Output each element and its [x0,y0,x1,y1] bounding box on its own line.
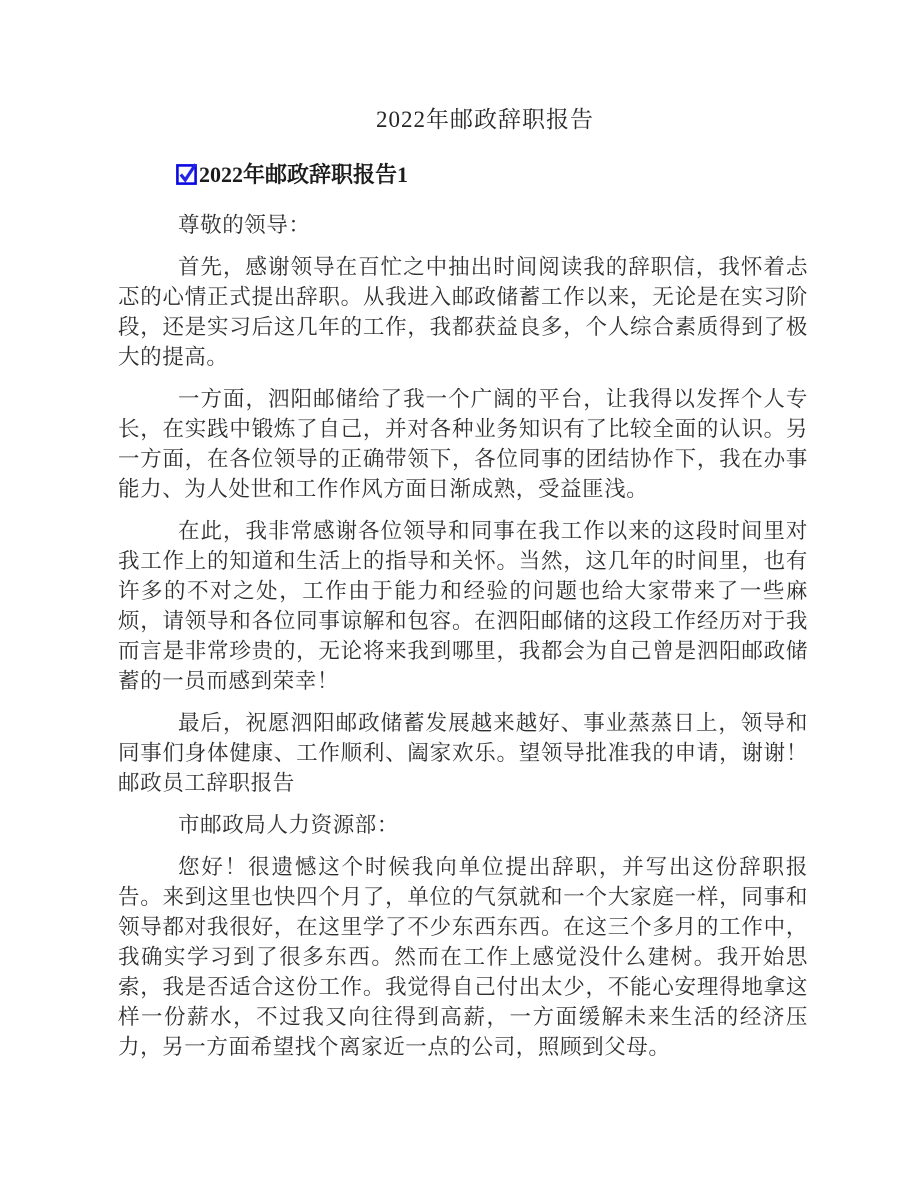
paragraph-5: 市邮政局人力资源部： [178,813,400,837]
paragraph-1: 首先，感谢领导在百忙之中抽出时间阅读我的辞职信，我怀着忐忑的心情正式提出辞职。从我进入邮政储蓄工作以来，无论是在实习阶段，还是实习后这几年的工作，我都获益良多，个人综合素质得到了极大的提高。 [118,255,808,369]
paragraph-6: 您好！很遗憾这个时候我向单位提出辞职，并写出这份辞职报告。来到这里也快四个月了，单位的气氛就和一个大家庭一样，同事和领导都对我很好，在这里学了不少东西东西。在这三个多月的工作中，我确实学习到了很多东西。然而在工作上感觉没什么建树。我开始思索，我是否适合这份工作。我觉得自己付出太少，不能心安理得地拿这样一份薪水，不过我又向往得到高薪，一方面缓解未来生活的经济压力，另一方面希望找个离家近一点的公司，照顾到父母。 [118,855,808,1059]
section-heading-text: 2022年邮政辞职报告1 [199,162,409,187]
document-title: 2022年邮政辞职报告 [376,107,594,132]
paragraph-2: 一方面，泗阳邮储给了我一个广阔的平台，让我得以发挥个人专长，在实践中锻炼了自己，并对各种业务知识有了比较全面的认识。另一方面，在各位领导的正确带领下，各位同事的团结协作下，我在办事能力、为人处世和工作作风方面日渐成熟，受益匪浅。 [118,387,808,501]
paragraph-4: 最后，祝愿泗阳邮政储蓄发展越来越好、事业蒸蒸日上，领导和同事们身体健康、工作顺利、阖家欢乐。望领导批准我的申请，谢谢！邮政员工辞职报告 [118,711,808,795]
section-heading [118,160,808,190]
salutation: 尊敬的领导： [178,213,311,237]
paragraph-3: 在此，我非常感谢各位领导和同事在我工作以来的这段时间里对我工作上的知道和生活上的指导和关怀。当然，这几年的时间里，也有许多的不对之处，工作由于能力和经验的问题也给大家带来了一些麻烦，请领导和各位同事谅解和包容。在泗阳邮储的这段工作经历对于我而言是非常珍贵的，无论将来我到哪里，我都会为自己曾是泗阳邮政储蓄的一员而感到荣幸！ [118,519,808,693]
checked-checkbox-icon [176,161,198,186]
